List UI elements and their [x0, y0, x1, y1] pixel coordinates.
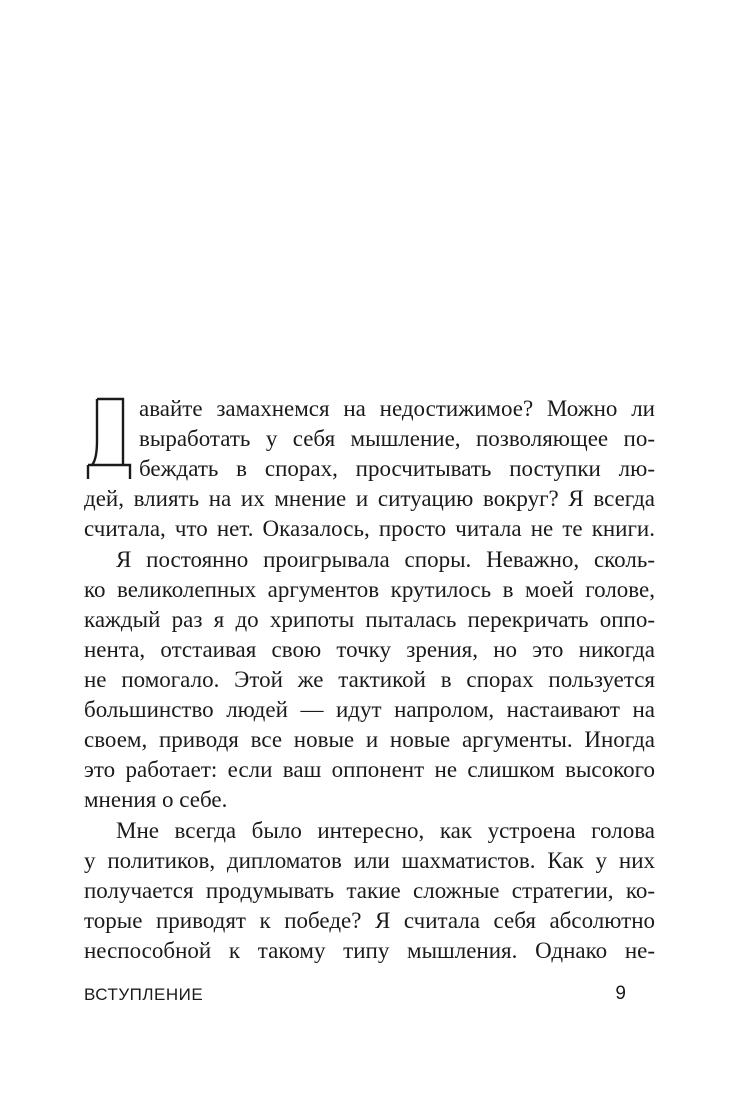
paragraph-1-line-5: считала, что нет. Оказалось, просто читала не те книги. [84, 516, 655, 541]
paragraph-3-line-5: неспособной к такому типу мышления. Однако не- [84, 938, 655, 963]
paragraph-2-line-5: не помогало. Этой же тактикой в спорах пользуется [84, 667, 655, 692]
page-number: 9 [615, 983, 626, 1004]
paragraph-2-line-8: это работает: если ваш оппонент не слишком высокого [84, 757, 655, 782]
paragraph-3-line-3: получается продумывать такие сложные стратегии, ко- [84, 878, 655, 903]
paragraph-1-line-3: беждать в спорах, просчитывать поступки лю- [139, 456, 655, 481]
paragraph-1-line-1: авайте замахнемся на недостижимое? Можно ли [139, 396, 655, 421]
paragraph-3-line-1: Мне всегда было интересно, как устроена голова [116, 818, 655, 843]
paragraph-2-line-4: нента, отстаивая свою точку зрения, но это никогда [84, 637, 655, 662]
paragraph-2-line-1: Я постоянно проигрывала споры. Неважно, сколь- [116, 547, 655, 572]
paragraph-3-line-2: у политиков, дипломатов или шахматистов. Как у них [84, 848, 655, 873]
paragraph-1-line-2: выработать у себя мышление, позволяющее по- [139, 426, 655, 451]
paragraph-2-line-3: каждый раз я до хрипоты пыталась перекричать оппо- [84, 607, 655, 632]
paragraph-2-line-7: своем, приводя все новые и новые аргументы. Иногда [84, 727, 655, 752]
running-footer-section-title: ВСТУПЛЕНИЕ [84, 985, 204, 1004]
paragraph-2-line-2: ко великолепных аргументов крутилось в моей голове, [84, 577, 655, 602]
paragraph-2-line-6: большинство людей — идут напролом, настаивают на [84, 697, 655, 722]
paragraph-2-line-9: мнения о себе. [84, 787, 228, 812]
paragraph-3-line-4: торые приводят к победе? Я считала себя абсолютно [84, 908, 655, 933]
dropcap-letter [84, 395, 134, 481]
paragraph-1-line-4: дей, влиять на их мнение и ситуацию вокруг? Я всегда [84, 486, 655, 511]
